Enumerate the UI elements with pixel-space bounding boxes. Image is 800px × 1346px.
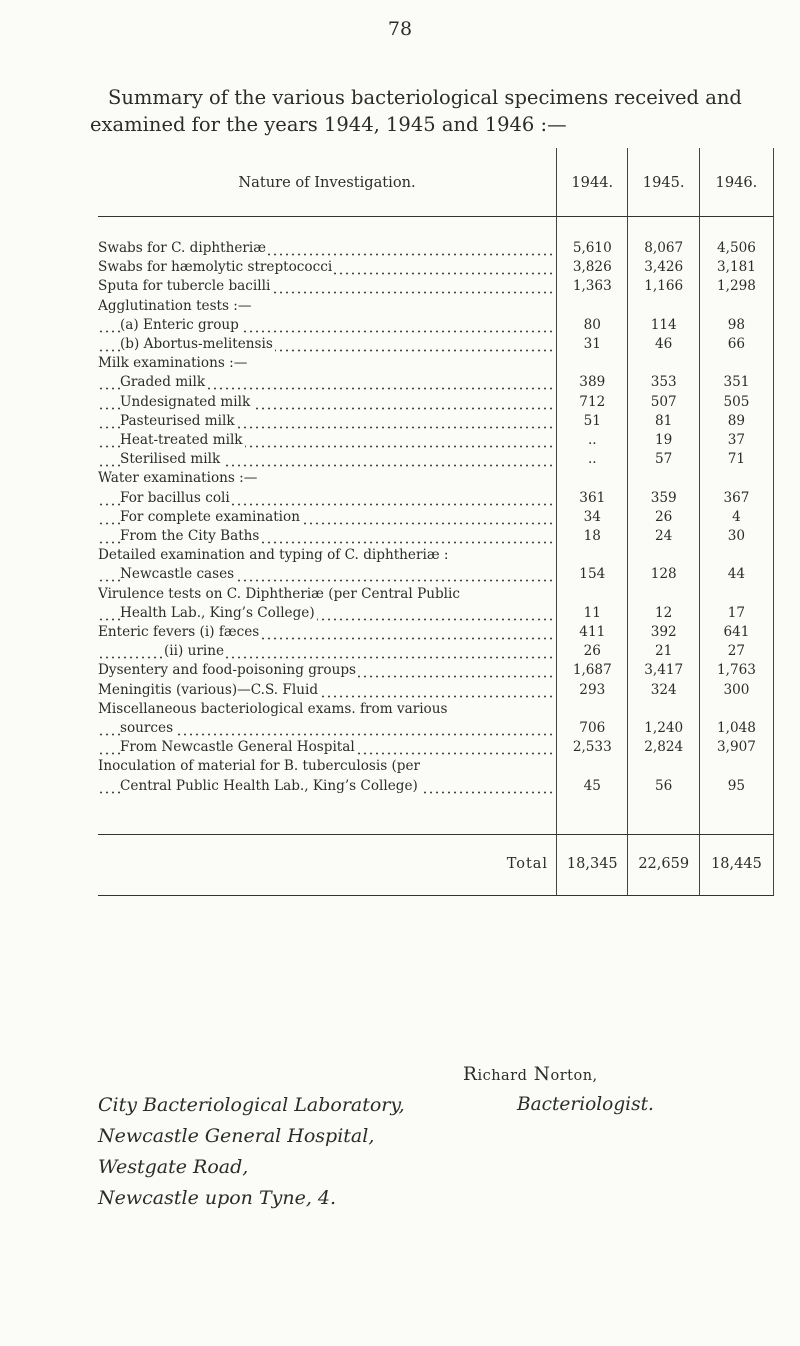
total-value: 22,659 <box>628 834 699 895</box>
row-value: 57 <box>628 450 699 469</box>
header-1945: 1945. <box>628 148 699 217</box>
summary-table <box>98 148 774 896</box>
row-value: 4,506 <box>699 239 773 258</box>
row-label: Pasteurised milk <box>98 412 557 431</box>
row-value: 19 <box>628 431 699 450</box>
row-label: Detailed examination and typing of C. diphtheriæ : <box>98 546 557 565</box>
total-label: Total <box>98 834 557 895</box>
row-value: 359 <box>628 489 699 508</box>
row-value <box>628 354 699 373</box>
row-label: (a) Enteric group <box>98 316 557 335</box>
row-label: sources <box>98 719 557 738</box>
table-row <box>98 585 774 604</box>
table-row <box>98 239 774 258</box>
row-label: For complete examination <box>98 508 557 527</box>
row-value <box>557 546 628 565</box>
row-label: Sputa for tubercle bacilli <box>98 277 557 296</box>
row-label: Heat-treated milk <box>98 431 557 450</box>
table-row <box>98 297 774 316</box>
row-value: 5,610 <box>557 239 628 258</box>
total-value: 18,445 <box>699 834 773 895</box>
row-value: 81 <box>628 412 699 431</box>
address-line-1: City Bacteriological Laboratory, <box>98 1094 405 1116</box>
table-row <box>98 777 774 796</box>
row-value <box>628 546 699 565</box>
row-value: 706 <box>557 719 628 738</box>
row-value: 1,048 <box>699 719 773 738</box>
row-value: 1,763 <box>699 661 773 680</box>
row-value: 641 <box>699 623 773 642</box>
row-value: 66 <box>699 335 773 354</box>
row-value <box>699 585 773 604</box>
row-value: 324 <box>628 681 699 700</box>
row-value: 44 <box>699 565 773 584</box>
row-value <box>557 297 628 316</box>
row-label: Health Lab., King’s College) <box>98 604 557 623</box>
row-value: 24 <box>628 527 699 546</box>
row-value: 8,067 <box>628 239 699 258</box>
row-value <box>628 297 699 316</box>
row-value: 34 <box>557 508 628 527</box>
row-value <box>628 700 699 719</box>
row-value <box>699 757 773 776</box>
table-row <box>98 450 774 469</box>
table-row <box>98 565 774 584</box>
row-value: 3,181 <box>699 258 773 277</box>
row-value: 71 <box>699 450 773 469</box>
row-value: 1,166 <box>628 277 699 296</box>
address-line-2: Newcastle General Hospital, <box>98 1125 375 1147</box>
row-value: 95 <box>699 777 773 796</box>
row-value: 389 <box>557 373 628 392</box>
row-value: 300 <box>699 681 773 700</box>
row-value: 351 <box>699 373 773 392</box>
row-label: (b) Abortus-melitensis <box>98 335 557 354</box>
table-row <box>98 604 774 623</box>
header-nature: Nature of Investigation. <box>98 148 557 217</box>
header-1944: 1944. <box>557 148 628 217</box>
address-line-4: Newcastle upon Tyne, 4. <box>98 1187 337 1209</box>
spacer-row <box>98 217 774 240</box>
row-value: .. <box>557 450 628 469</box>
title-line-2: examined for the years 1944, 1945 and 1946 :— <box>90 113 567 136</box>
row-label: Central Public Health Lab., King’s College) <box>98 777 557 796</box>
row-label: Inoculation of material for B. tuberculosis (per <box>98 757 557 776</box>
row-label: Miscellaneous bacteriological exams. from various <box>98 700 557 719</box>
row-value: 4 <box>699 508 773 527</box>
row-value: 80 <box>557 316 628 335</box>
row-value: 3,907 <box>699 738 773 757</box>
header-1946: 1946. <box>699 148 773 217</box>
row-value: 3,426 <box>628 258 699 277</box>
row-value: 3,826 <box>557 258 628 277</box>
row-label: Undesignated milk <box>98 393 557 412</box>
table-row <box>98 489 774 508</box>
row-value: 2,533 <box>557 738 628 757</box>
row-value <box>699 354 773 373</box>
row-label: Agglutination tests :— <box>98 297 557 316</box>
row-value: 12 <box>628 604 699 623</box>
table-header-row <box>98 148 774 217</box>
table-row <box>98 373 774 392</box>
table-row <box>98 258 774 277</box>
spacer-row <box>98 796 774 835</box>
table-row <box>98 757 774 776</box>
row-value: .. <box>557 431 628 450</box>
row-label: From the City Baths <box>98 527 557 546</box>
row-value: 51 <box>557 412 628 431</box>
page-title <box>90 84 758 138</box>
row-value <box>557 757 628 776</box>
row-value: 46 <box>628 335 699 354</box>
row-value <box>628 469 699 488</box>
table-row <box>98 393 774 412</box>
row-value: 3,417 <box>628 661 699 680</box>
row-value: 27 <box>699 642 773 661</box>
row-value: 411 <box>557 623 628 642</box>
row-value: 18 <box>557 527 628 546</box>
row-value: 293 <box>557 681 628 700</box>
row-label: Dysentery and food-poisoning groups <box>98 661 557 680</box>
total-value: 18,345 <box>557 834 628 895</box>
signature-title: Bacteriologist. <box>517 1094 654 1115</box>
row-value <box>557 469 628 488</box>
row-value: 11 <box>557 604 628 623</box>
total-row <box>98 834 774 895</box>
row-value: 1,240 <box>628 719 699 738</box>
row-value: 1,298 <box>699 277 773 296</box>
table-row <box>98 642 774 661</box>
row-value: 507 <box>628 393 699 412</box>
row-value: 26 <box>628 508 699 527</box>
row-label: For bacillus coli <box>98 489 557 508</box>
table-row <box>98 354 774 373</box>
row-value <box>628 757 699 776</box>
row-label: From Newcastle General Hospital <box>98 738 557 757</box>
row-value: 98 <box>699 316 773 335</box>
signature-name: Richard Norton, <box>463 1064 598 1085</box>
row-value: 37 <box>699 431 773 450</box>
row-label: Swabs for hæmolytic streptococci <box>98 258 557 277</box>
row-value: 114 <box>628 316 699 335</box>
row-value: 30 <box>699 527 773 546</box>
row-value: 712 <box>557 393 628 412</box>
row-value <box>699 469 773 488</box>
row-value: 128 <box>628 565 699 584</box>
row-value <box>557 354 628 373</box>
table-row <box>98 431 774 450</box>
row-value: 353 <box>628 373 699 392</box>
row-label: Milk examinations :— <box>98 354 557 373</box>
row-value: 45 <box>557 777 628 796</box>
row-label: Sterilised milk <box>98 450 557 469</box>
row-value: 154 <box>557 565 628 584</box>
row-value: 56 <box>628 777 699 796</box>
address-line-3: Westgate Road, <box>98 1156 249 1178</box>
page-number: 78 <box>387 18 413 40</box>
row-value <box>557 700 628 719</box>
table-row <box>98 623 774 642</box>
table-row <box>98 546 774 565</box>
row-label: Graded milk <box>98 373 557 392</box>
table-row <box>98 469 774 488</box>
table-row <box>98 508 774 527</box>
row-label: Newcastle cases <box>98 565 557 584</box>
table-row <box>98 412 774 431</box>
row-value <box>699 297 773 316</box>
row-value <box>557 585 628 604</box>
row-label: Enteric fevers (i) fæces <box>98 623 557 642</box>
row-label: Swabs for C. diphtheriæ <box>98 239 557 258</box>
row-label: (ii) urine <box>98 642 557 661</box>
row-value: 1,687 <box>557 661 628 680</box>
table-row <box>98 316 774 335</box>
row-label: Water examinations :— <box>98 469 557 488</box>
row-label: Meningitis (various)—C.S. Fluid <box>98 681 557 700</box>
row-value: 26 <box>557 642 628 661</box>
row-value: 17 <box>699 604 773 623</box>
table-row <box>98 719 774 738</box>
row-value: 1,363 <box>557 277 628 296</box>
row-value: 505 <box>699 393 773 412</box>
table-row <box>98 661 774 680</box>
row-value <box>699 546 773 565</box>
table-row <box>98 335 774 354</box>
table-row <box>98 681 774 700</box>
row-value: 21 <box>628 642 699 661</box>
table-row <box>98 738 774 757</box>
row-value: 367 <box>699 489 773 508</box>
title-line-1: Summary of the various bacteriological specimens received and <box>108 86 742 109</box>
row-value: 89 <box>699 412 773 431</box>
table-row <box>98 277 774 296</box>
row-value: 361 <box>557 489 628 508</box>
row-value: 31 <box>557 335 628 354</box>
row-value: 392 <box>628 623 699 642</box>
row-label: Virulence tests on C. Diphtheriæ (per Central Public <box>98 585 557 604</box>
table-row <box>98 527 774 546</box>
table-row <box>98 700 774 719</box>
row-value <box>699 700 773 719</box>
row-value: 2,824 <box>628 738 699 757</box>
row-value <box>628 585 699 604</box>
